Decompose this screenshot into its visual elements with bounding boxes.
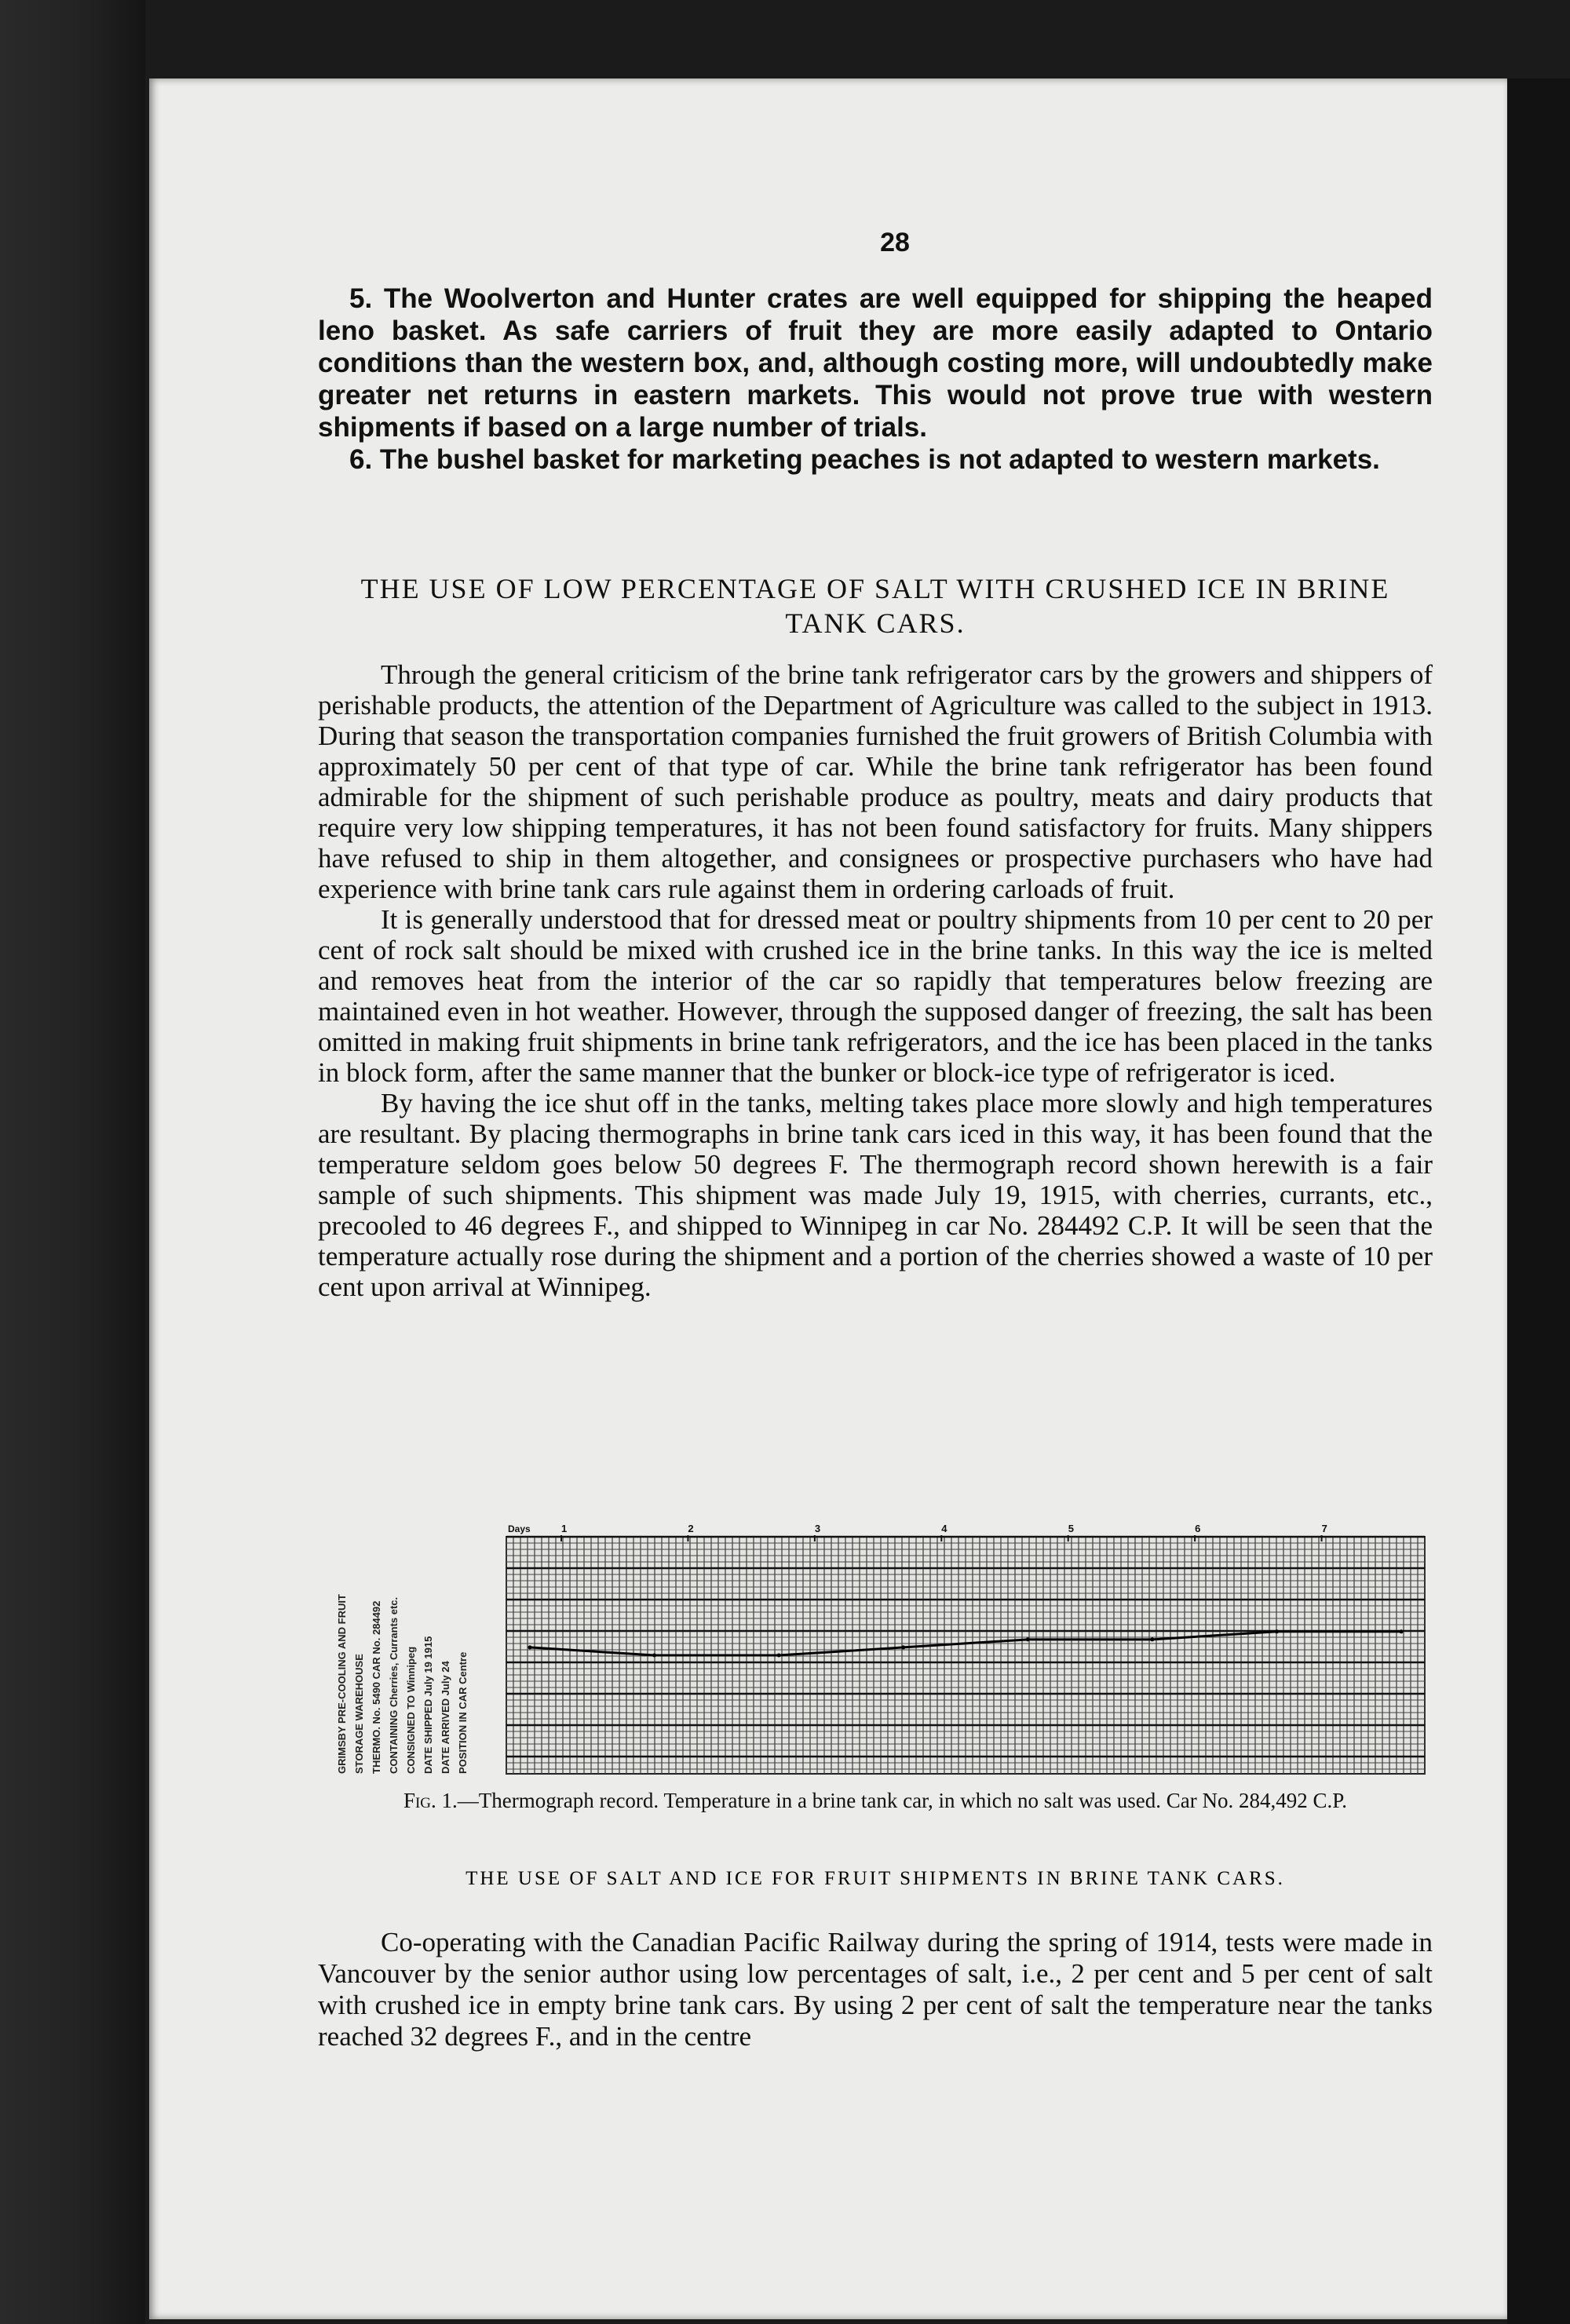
temperature-point — [652, 1654, 656, 1658]
day-marker-label: 6 — [1195, 1523, 1201, 1534]
temperature-point — [1026, 1637, 1030, 1641]
paragraph-1: Through the general criticism of the brine tank refrigerator cars by the growers and shippers of perishable products, the attention of the Department of Agriculture was called to the subject in 1913. During that season the transportation companies furnished the fruit growers of British Columbia with approximately 50 per cent of that type of car. While the brine tank refrigerator has been found admirable for the shipment of such perishable produce as poultry, meats and dairy products that require very low shipping temperatures, it has not been found satisfactory for fruits. Many shippers have refused to ship in them altogether, and consignees or prospective purchasers who have had experience with brine tank cars rule against them in ordering carloads of fruit. — [318, 659, 1433, 904]
temperature-point — [1400, 1629, 1404, 1633]
thermograph-label-panel — [334, 1523, 491, 1774]
label-line: POSITION IN CAR Centre — [457, 1651, 469, 1774]
section-heading-text: THE USE OF LOW PERCENTAGE OF SALT WITH CRUSHED ICE IN BRINE TANK CARS. — [360, 573, 1390, 639]
temperature-point — [777, 1654, 781, 1658]
label-line: CONTAINING Cherries, Currants etc. — [388, 1596, 400, 1774]
conclusion-5: 5. The Woolverton and Hunter crates are well equipped for shipping the heaped leno basket. As safe carriers of fruit they are more easily adapted to Ontario conditions than the western box, and, although costing more, will undoubtedly make greater net returns in eastern markets. This would not prove true with western shipments if based on a large number of trials. — [318, 283, 1433, 443]
label-line: CONSIGNED TO Winnipeg — [405, 1646, 417, 1774]
temperature-point — [528, 1645, 532, 1649]
paragraph-3: By having the ice shut off in the tanks, melting takes place more slowly and high temperatures are resultant. By placing thermographs in brine tank cars iced in this way, it has been found that the temperature seldom goes below 50 degrees F. The thermograph record shown herewith is a fair sample of such shipments. This shipment was made July 19, 1915, with cherries, currants, etc., precooled to 46 degrees F., and shipped to Winnipeg in car No. 284492 C.P. It will be seen that the temperature actually rose during the shipment and a portion of the cherries showed a waste of 10 per cent upon arrival at Winnipeg. — [318, 1088, 1433, 1302]
day-marker-label: 1 — [561, 1523, 568, 1534]
section2-body — [318, 1927, 1433, 2052]
chart-header-label: Days — [508, 1523, 531, 1534]
conclusion-6: 6. The bushel basket for marketing peaches is not adapted to western markets. — [349, 444, 1380, 475]
label-line: STORAGE WAREHOUSE — [353, 1654, 365, 1774]
thermograph-chart — [495, 1515, 1437, 1782]
label-line: DATE ARRIVED July 24 — [440, 1661, 451, 1774]
section-heading-low-salt — [318, 571, 1433, 640]
temperature-point — [901, 1645, 905, 1649]
scan-left-margin — [0, 0, 145, 2324]
label-line: THERMO. No. 5490 CAR No. 284492 — [371, 1600, 382, 1774]
caption-text: —Thermograph record. Temperature in a brine tank car, in which no salt was used. Car No. 284,492 C.P. — [457, 1789, 1348, 1812]
day-marker-label: 3 — [814, 1523, 821, 1534]
day-marker-label: 7 — [1321, 1523, 1327, 1534]
temperature-point — [1275, 1629, 1279, 1633]
conclusions-block — [318, 283, 1433, 476]
day-marker-label: 4 — [941, 1523, 947, 1534]
scan-right-margin — [1507, 78, 1570, 2324]
day-marker-label: 5 — [1068, 1523, 1074, 1534]
page-number: 28 — [880, 228, 910, 257]
thermograph-figure — [318, 1515, 1433, 1782]
label-line: DATE SHIPPED July 19 1915 — [422, 1636, 434, 1774]
thermograph-label-text — [334, 1523, 491, 1774]
section-body — [318, 659, 1433, 1302]
thermograph-chart-svg — [495, 1515, 1437, 1782]
temperature-point — [1150, 1637, 1154, 1641]
section-heading-salt-ice: THE USE OF SALT AND ICE FOR FRUIT SHIPMENTS IN BRINE TANK CARS. — [466, 1868, 1285, 1889]
caption-prefix: Fig. 1. — [403, 1789, 458, 1812]
day-marker-label: 2 — [688, 1523, 694, 1534]
paragraph-2: It is generally understood that for dressed meat or poultry shipments from 10 per cent to 20 per cent of rock salt should be mixed with crushed ice in the brine tanks. In this way the ice is melted and removes heat from the interior of the car so rapidly that temperatures below freezing are maintained even in hot weather. However, through the supposed danger of freezing, the salt has been omitted in making fruit shipments in brine tank refrigerators, and the ice has been placed in the tanks in block form, after the same manner that the bunker or block-ice type of refrigerator is iced. — [318, 904, 1433, 1088]
label-line: GRIMSBY PRE-COOLING AND FRUIT — [336, 1594, 348, 1774]
paragraph-4: Co-operating with the Canadian Pacific Railway during the spring of 1914, tests were made in Vancouver by the senior author using low percentages of salt, i.e., 2 per cent and 5 per cent of salt with crushed ice in empty brine tank cars. By using 2 per cent of salt the temperature near the tanks reached 32 degrees F., and in the centre — [318, 1927, 1433, 2052]
figure-caption — [318, 1788, 1433, 1813]
